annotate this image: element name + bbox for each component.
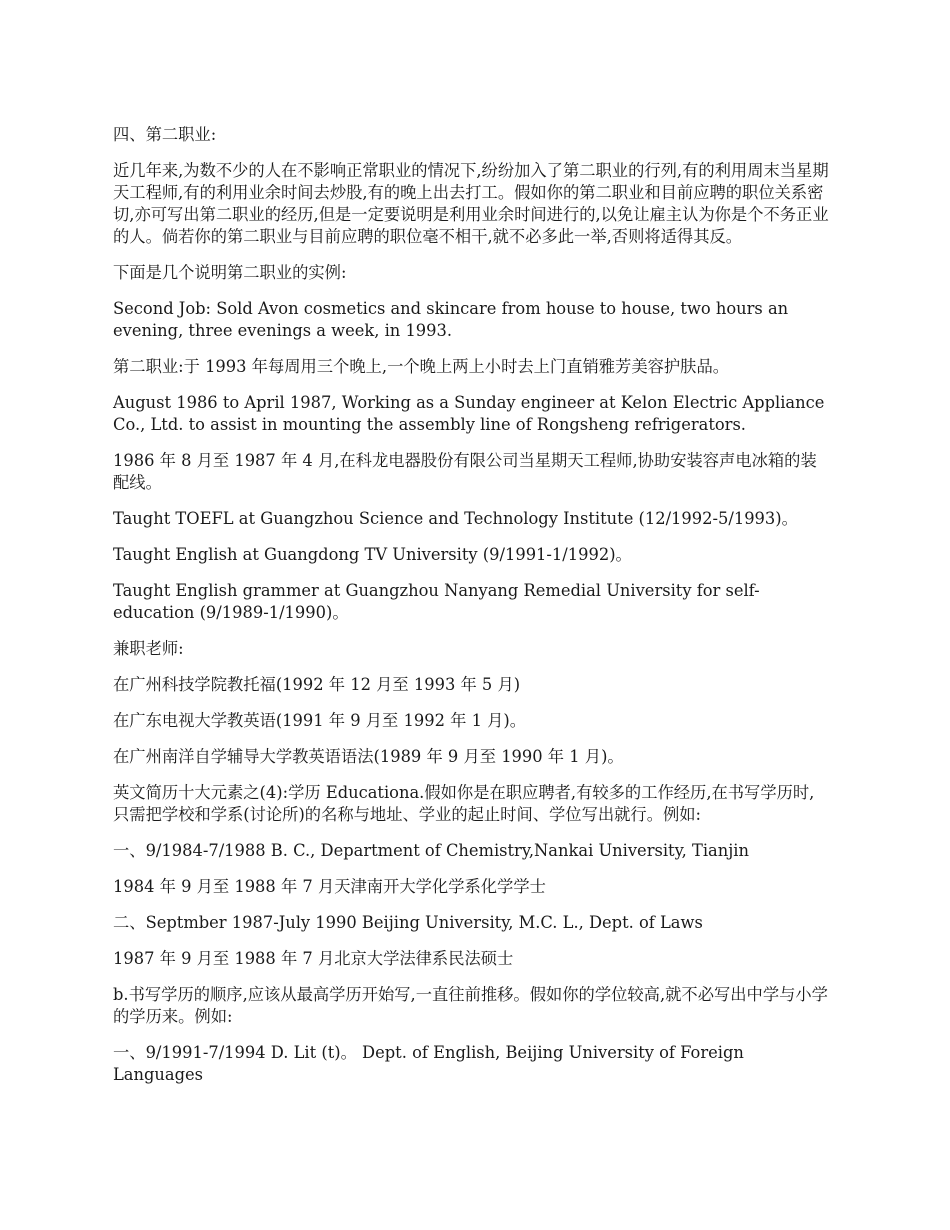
paragraph-education-order: b.书写学历的顺序,应该从最高学历开始写,一直往前推移。假如你的学位较高,就不必写出中学与小学的学历来。例如: xyxy=(113,985,828,1026)
paragraph-education-element: 英文简历十大元素之(4):学历 Educationa.假如你是在职应聘者,有较多的工作经历,在书写学历时,只需把学校和学系(讨论所)的名称与地址、学业的起止时间、学位写出就行。例如: xyxy=(113,783,815,824)
paragraph-example-en-1: Second Job: Sold Avon cosmetics and skincare from house to house, two hours an evening, three evenings a week, in 1993. xyxy=(113,299,789,340)
paragraph-example-zh-2: 1986 年 8 月至 1987 年 4 月,在科龙电器股份有限公司当星期天工程师,协助安装容声电冰箱的装配线。 xyxy=(113,451,817,492)
paragraph-example-en-5: Taught English grammer at Guangzhou Nanyang Remedial University for self-education (9/1989-1/1990)。 xyxy=(113,581,760,622)
paragraph-example-en-2: August 1986 to April 1987, Working as a Sunday engineer at Kelon Electric Appliance Co., Ltd. to assist in mounting the assembly line of Rongsheng refrigerators. xyxy=(113,393,825,434)
document-body xyxy=(113,124,829,1100)
paragraph-example-zh-3: 在广州科技学院教托福(1992 年 12 月至 1993 年 5 月) xyxy=(113,675,521,694)
section-heading-second-job: 四、第二职业: xyxy=(113,125,217,144)
paragraph-example-zh-4: 在广东电视大学教英语(1991 年 9 月至 1992 年 1 月)。 xyxy=(113,711,527,730)
paragraph-education-en-1: 一、9/1984-7/1988 B. C., Department of Chemistry,Nankai University, Tianjin xyxy=(113,841,749,860)
paragraph-education-en-2: 二、Septmber 1987-July 1990 Beijing University, M.C. L., Dept. of Laws xyxy=(113,913,703,932)
paragraph-example-zh-1: 第二职业:于 1993 年每周用三个晚上,一个晚上两上小时去上门直销雅芳美容护肤品。 xyxy=(113,357,730,376)
paragraph-part-time-teacher: 兼职老师: xyxy=(113,639,184,658)
paragraph-example-en-4: Taught English at Guangdong TV University (9/1991-1/1992)。 xyxy=(113,545,632,564)
paragraph-intro: 近几年来,为数不少的人在不影响正常职业的情况下,纷纷加入了第二职业的行列,有的利用周末当星期天工程师,有的利用业余时间去炒股,有的晚上出去打工。假如你的第二职业和目前应聘的职位关系密切,亦可写出第二职业的经历,但是一定要说明是利用业余时间进行的,以免让雇主认为你是个不务正业的人。倘若你的第二职业与目前应聘的职位毫不相干,就不必多此一举,否则将适得其反。 xyxy=(113,161,829,246)
paragraph-education-zh-1: 1984 年 9 月至 1988 年 7 月天津南开大学化学系化学学士 xyxy=(113,877,546,896)
paragraph-education-zh-2: 1987 年 9 月至 1988 年 7 月北京大学法律系民法硕士 xyxy=(113,949,514,968)
paragraph-examples-lead: 下面是几个说明第二职业的实例: xyxy=(113,263,347,282)
paragraph-example-en-3: Taught TOEFL at Guangzhou Science and Technology Institute (12/1992-5/1993)。 xyxy=(113,509,798,528)
paragraph-education-en-3: 一、9/1991-7/1994 D. Lit (t)。 Dept. of English, Beijing University of Foreign Languages xyxy=(113,1043,744,1084)
paragraph-example-zh-5: 在广州南洋自学辅导大学教英语语法(1989 年 9 月至 1990 年 1 月)。 xyxy=(113,747,624,766)
